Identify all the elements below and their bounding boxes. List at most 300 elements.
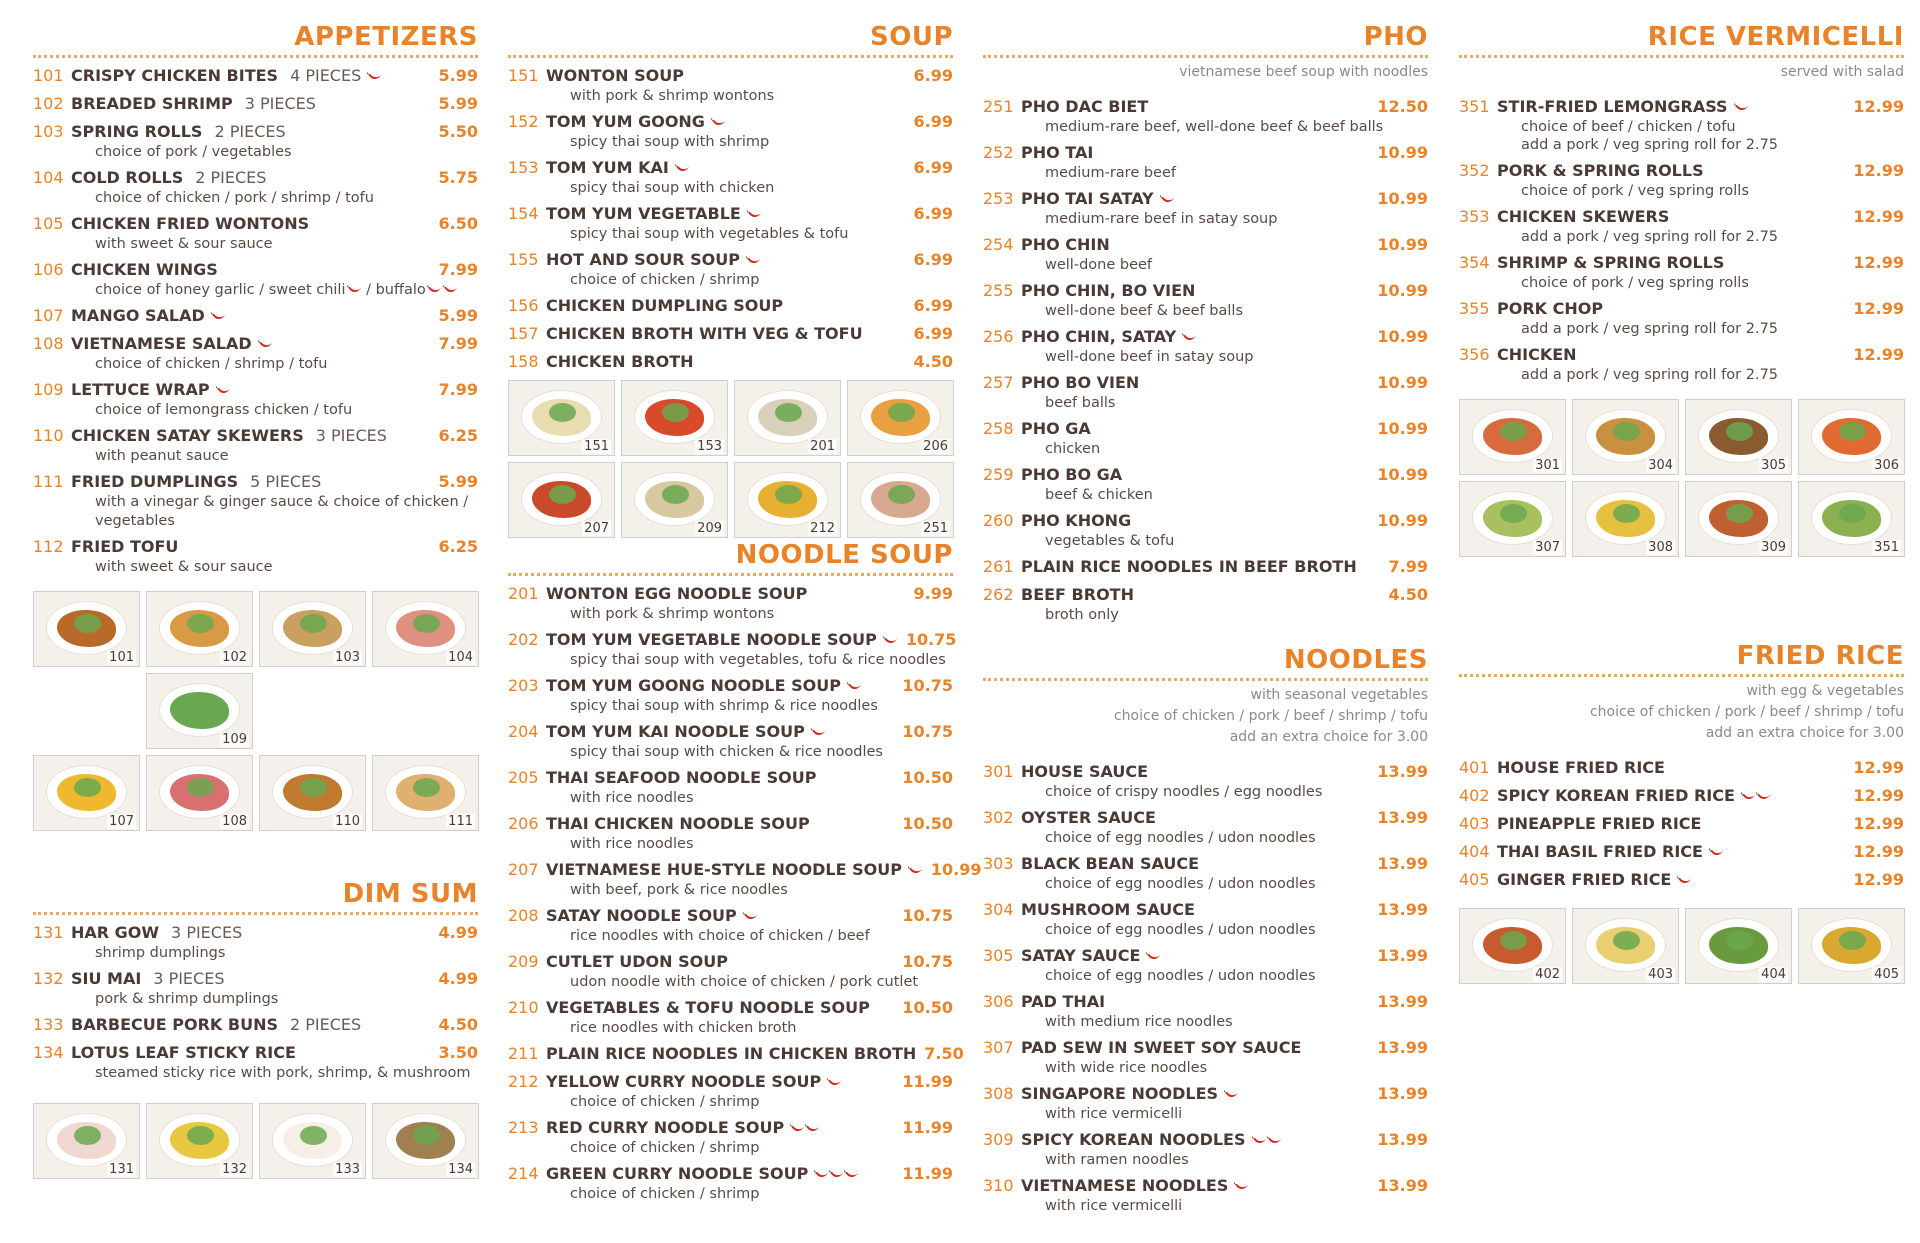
photo-number: 351 [1874,540,1899,555]
item-description: add a pork / veg spring roll for 2.75 [1521,367,1779,383]
item-name-text: HAR GOW [71,923,160,942]
food-photo [1685,908,1792,984]
item-name-text: VEGETABLES & TOFU NOODLE SOUP [546,998,870,1017]
item-name-text: PINEAPPLE FRIED RICE [1497,814,1702,833]
section-title: APPETIZERS [33,22,478,58]
food-photo [1459,908,1566,984]
menu-item [33,256,478,302]
item-number: 207 [508,860,539,879]
item-name-text: CHICKEN [1497,345,1577,364]
item-number: 259 [983,465,1014,484]
item-name [1497,341,1845,369]
item-number: 308 [983,1084,1014,1103]
photo-grid [33,1103,478,1179]
item-description: choice of pork / veg spring rolls [1521,183,1749,199]
item-name-text: PAD THAI [1021,992,1106,1011]
food-photo [33,1103,140,1179]
item-number: 402 [1459,786,1490,805]
menu-item [1459,295,1904,341]
item-name [71,330,431,358]
menu-item [983,185,1428,231]
subtitle-line: choice of chicken / pork / beef / shrimp / tofu [1589,704,1904,720]
item-name-text: PHO TAI SATAY [1021,189,1154,208]
menu-item [508,994,953,1040]
item-name [546,902,894,930]
item-price: 5.99 [438,306,478,325]
item-name-text: CHICKEN BROTH WITH VEG & TOFU [546,324,863,343]
food-photo [146,591,253,667]
menu-item [508,672,953,718]
menu-item [983,850,1428,896]
item-description: choice of honey garlic / sweet chili / buffalo [71,281,478,300]
food-photo [1798,399,1905,475]
item-name-text: GINGER FRIED RICE [1497,870,1672,889]
chili-icon [1234,1182,1249,1192]
menu-item [508,810,953,856]
food-photo [146,755,253,831]
item-name-text: YELLOW CURRY NOODLE SOUP [546,1072,822,1091]
menu-item [983,1172,1428,1218]
item-number: 155 [508,250,539,269]
menu-item [983,323,1428,369]
item-quantity: 3 PIECES [153,969,225,988]
item-name [1021,758,1369,786]
item-name [71,302,431,330]
chili-icon [847,682,862,692]
item-number: 157 [508,324,539,343]
chili-icon [258,340,273,350]
menu-item [983,369,1428,415]
menu-item [33,1011,478,1039]
menu-item [33,118,478,164]
item-description: choice of lemongrass chicken / tofu [95,402,353,418]
item-name [1497,203,1845,231]
item-name [546,764,894,792]
item-name-text: SATAY SAUCE [1021,946,1141,965]
food-photo [259,591,366,667]
item-name-text: VIETNAMESE SALAD [71,334,252,353]
chili-icon [1709,848,1724,858]
item-price: 13.99 [1377,762,1428,781]
chili-icon [1182,333,1197,343]
food-photo [847,380,954,456]
item-name [1021,139,1369,167]
menu-item [983,553,1428,581]
item-name [1021,93,1369,121]
item-name [546,626,898,654]
item-price: 6.99 [913,204,953,223]
menu-item [33,62,478,90]
food-photo [734,380,841,456]
item-name [546,320,906,348]
item-number: 254 [983,235,1014,254]
item-description: with rice noodles [570,836,694,852]
item-number: 352 [1459,161,1490,180]
chili-icon [1756,792,1771,802]
item-number: 252 [983,143,1014,162]
item-description: with a vinegar & ginger sauce & choice of chicken / vegetables [95,494,469,529]
menu-item [983,1080,1428,1126]
chili-icon [216,386,231,396]
photo-number: 131 [109,1162,134,1177]
item-name [1021,1080,1369,1108]
item-name-text: PORK CHOP [1497,299,1604,318]
item-name [1497,157,1845,185]
item-description: spicy thai soup with chicken & rice noodles [570,744,883,760]
column-3 [983,22,1428,1218]
photo-grid [33,591,478,831]
item-price: 12.99 [1853,842,1904,861]
item-number: 152 [508,112,539,131]
item-name-text: SPRING ROLLS [71,122,203,141]
item-price: 12.99 [1853,161,1904,180]
item-name [71,1039,431,1067]
item-number: 153 [508,158,539,177]
item-price: 10.50 [902,768,953,787]
item-name [546,292,906,320]
menu-item [983,581,1428,627]
item-description: beef & chicken [1045,487,1153,503]
item-price: 6.99 [913,66,953,85]
menu-item [33,965,478,1011]
menu-item [1459,866,1904,894]
item-description: well-done beef [1045,257,1153,273]
menu-item [1459,203,1904,249]
item-quantity: 5 PIECES [250,472,322,491]
item-name [546,108,906,136]
item-price: 12.99 [1853,758,1904,777]
item-price: 6.99 [913,324,953,343]
item-description: with ramen noodles [1045,1152,1189,1168]
section-subtitle [1459,681,1904,744]
item-price: 4.50 [1388,585,1428,604]
item-name [71,164,431,192]
item-list [33,919,478,1085]
item-name [1497,866,1845,894]
item-name [1497,782,1845,810]
item-name [546,948,894,976]
menu-item [983,507,1428,553]
item-price: 5.75 [438,168,478,187]
food-photo [621,380,728,456]
item-list [508,580,982,1206]
item-description: chicken [1045,441,1101,457]
item-price: 10.75 [902,676,953,695]
item-name-text: PHO TAI [1021,143,1094,162]
item-description: with rice vermicelli [1045,1106,1183,1122]
section-title: PHO [983,22,1428,58]
item-price: 11.99 [902,1072,953,1091]
item-name [1021,553,1381,581]
item-description: choice of pork / vegetables [95,144,292,160]
item-name [546,672,894,700]
item-name [546,994,894,1022]
photo-number: 405 [1874,967,1899,982]
item-price: 12.99 [1853,814,1904,833]
item-name-text: CRISPY CHICKEN BITES [71,66,279,85]
item-price: 10.99 [1377,235,1428,254]
item-price: 10.99 [1377,143,1428,162]
item-price: 10.75 [902,906,953,925]
item-description: well-done beef & beef balls [1045,303,1244,319]
chili-icon [747,210,762,220]
item-name-text: PHO BO VIEN [1021,373,1140,392]
item-description: with beef, pork & rice noodles [570,882,788,898]
item-price: 12.99 [1853,253,1904,272]
item-price: 10.99 [1377,281,1428,300]
item-list [1459,754,1904,894]
item-price: 6.25 [438,426,478,445]
menu-item [508,902,953,948]
item-number: 309 [983,1130,1014,1149]
item-name [546,200,906,228]
menu-item [508,292,953,320]
photo-number: 153 [697,439,722,454]
item-description: add a pork / veg spring roll for 2.75 [1521,137,1779,153]
item-number: 253 [983,189,1014,208]
item-name [1021,1034,1369,1062]
menu-item [983,93,1428,139]
item-name [1021,231,1369,259]
item-name-text: HOT AND SOUR SOUP [546,250,740,269]
item-number: 212 [508,1072,539,1091]
item-number: 205 [508,768,539,787]
photo-number: 207 [584,521,609,536]
photo-number: 104 [448,650,473,665]
item-description: with pork & shrimp wontons [570,606,775,622]
item-description: choice of chicken / shrimp [570,272,760,288]
item-description: broth only [1045,607,1119,623]
item-number: 302 [983,808,1014,827]
item-price: 7.99 [438,334,478,353]
item-price: 5.50 [438,122,478,141]
item-name-text: CHICKEN DUMPLING SOUP [546,296,784,315]
item-price: 6.25 [438,537,478,556]
item-number: 211 [508,1044,539,1063]
item-description: vegetables & tofu [1045,533,1175,549]
food-photo [146,673,253,749]
chili-icon [443,285,458,295]
item-number: 306 [983,992,1014,1011]
item-name-text: PLAIN RICE NOODLES IN BEEF BROTH [1021,557,1357,576]
noodles-section [983,645,1428,1218]
menu-item [1459,810,1904,838]
chili-icon [211,312,226,322]
item-number: 107 [33,306,64,325]
chili-icon [829,1170,844,1180]
item-name-text: PHO BO GA [1021,465,1123,484]
item-name [1021,804,1369,832]
item-price: 7.99 [438,380,478,399]
item-name [546,62,906,90]
item-name-text: PHO GA [1021,419,1091,438]
item-name-text: PLAIN RICE NOODLES IN CHICKEN BROTH [546,1044,917,1063]
item-number: 405 [1459,870,1490,889]
item-name-text: FRIED TOFU [71,537,179,556]
item-number: 304 [983,900,1014,919]
item-description: with peanut sauce [95,448,229,464]
photo-number: 102 [222,650,247,665]
item-description: choice of beef / chicken / tofu [1521,119,1736,135]
column-2 [508,22,982,1206]
item-description: choice of pork / veg spring rolls [1521,275,1749,291]
menu-item [1459,782,1904,810]
subtitle-line: add an extra choice for 3.00 [1229,729,1428,745]
subtitle-line: served with salad [1780,64,1904,80]
item-number: 106 [33,260,64,279]
item-name [71,1011,431,1039]
menu-item [1459,754,1904,782]
item-name [1021,1126,1369,1154]
item-price: 12.99 [1853,870,1904,889]
item-name [546,348,906,376]
item-name [71,533,431,561]
photo-number: 307 [1535,540,1560,555]
chili-icon [790,1124,805,1134]
item-name [71,90,431,118]
rice-vermicelli-section [1459,22,1904,557]
menu-item [983,988,1428,1034]
item-number: 404 [1459,842,1490,861]
item-price: 13.99 [1377,1176,1428,1195]
food-photo [1685,399,1792,475]
item-name-text: GREEN CURRY NOODLE SOUP [546,1164,809,1183]
menu-item [1459,157,1904,203]
photo-number: 134 [448,1162,473,1177]
section-subtitle [1459,62,1904,83]
item-name [1021,850,1369,878]
chili-icon [711,118,726,128]
item-name [71,965,431,993]
item-price: 12.99 [1853,786,1904,805]
food-photo [372,755,479,831]
photo-number: 251 [923,521,948,536]
menu-item [983,139,1428,185]
photo-grid [1459,399,1904,557]
item-price: 6.99 [913,158,953,177]
item-name [546,856,923,884]
item-price: 4.50 [913,352,953,371]
item-price: 12.99 [1853,299,1904,318]
item-number: 209 [508,952,539,971]
menu-item [508,1068,953,1114]
item-price: 5.99 [438,94,478,113]
item-name [1021,1172,1369,1200]
item-name [71,919,431,947]
item-name-text: CHICKEN SKEWERS [1497,207,1670,226]
item-number: 105 [33,214,64,233]
item-price: 13.99 [1377,808,1428,827]
food-photo [1572,481,1679,557]
item-name-text: BEEF BROTH [1021,585,1134,604]
item-price: 10.99 [1377,419,1428,438]
item-name [1021,369,1369,397]
item-price: 6.50 [438,214,478,233]
chili-icon [1224,1090,1239,1100]
photo-number: 103 [335,650,360,665]
item-description: steamed sticky rice with pork, shrimp, & mushroom [95,1065,471,1081]
menu-item [983,231,1428,277]
item-name [1497,838,1845,866]
item-name-text: PORK & SPRING ROLLS [1497,161,1704,180]
chili-icon [367,72,382,82]
item-name [1497,295,1845,323]
photo-number: 403 [1648,967,1673,982]
photo-number: 304 [1648,458,1673,473]
item-name-text: RED CURRY NOODLE SOUP [546,1118,785,1137]
item-price: 4.99 [438,923,478,942]
item-number: 111 [33,472,64,491]
section-title: RICE VERMICELLI [1459,22,1904,58]
item-name-text: CHICKEN SATAY SKEWERS [71,426,304,445]
food-photo [847,462,954,538]
item-name [546,580,906,608]
dim-sum-section [33,879,478,1179]
item-name-text: LETTUCE WRAP [71,380,210,399]
item-price: 10.75 [902,722,953,741]
item-name-text: CHICKEN WINGS [71,260,218,279]
item-name [71,376,431,404]
photo-number: 402 [1535,967,1560,982]
item-name [546,718,894,746]
item-name [546,810,894,838]
photo-number: 111 [448,814,473,829]
item-description: spicy thai soup with shrimp [570,134,770,150]
item-description: choice of chicken / shrimp / tofu [95,356,328,372]
food-photo [372,1103,479,1179]
item-name-text: HOUSE SAUCE [1021,762,1149,781]
item-name-text: THAI BASIL FRIED RICE [1497,842,1703,861]
menu-item [33,422,478,468]
item-price: 4.99 [438,969,478,988]
menu-item [508,764,953,810]
item-name [1021,942,1369,970]
item-number: 214 [508,1164,539,1183]
photo-number: 101 [109,650,134,665]
photo-number: 132 [222,1162,247,1177]
pho-section [983,22,1428,627]
item-name-text: BLACK BEAN SAUCE [1021,854,1200,873]
item-name [1497,249,1845,277]
food-photo [33,755,140,831]
item-price: 10.99 [930,860,982,879]
item-number: 251 [983,97,1014,116]
food-photo [621,462,728,538]
item-quantity: 3 PIECES [244,94,316,113]
item-name-text: WONTON SOUP [546,66,684,85]
item-name [1497,810,1845,838]
menu-item [983,1034,1428,1080]
item-price: 13.99 [1377,900,1428,919]
item-name-text: THAI SEAFOOD NOODLE SOUP [546,768,817,787]
photo-number: 110 [335,814,360,829]
photo-grid [1459,908,1904,984]
item-number: 202 [508,630,539,649]
item-price: 10.50 [902,814,953,833]
item-name-text: COLD ROLLS [71,168,184,187]
photo-number: 206 [923,439,948,454]
menu-item [33,90,478,118]
item-name-text: PHO KHONG [1021,511,1132,530]
item-description: choice of chicken / shrimp [570,1094,760,1110]
item-number: 305 [983,946,1014,965]
menu-item [508,948,953,994]
photo-number: 209 [697,521,722,536]
subtitle-line: add an extra choice for 3.00 [1705,725,1904,741]
item-price: 10.75 [902,952,953,971]
item-description: udon noodle with choice of chicken / pork cutlet [570,974,919,990]
item-list [33,62,478,579]
